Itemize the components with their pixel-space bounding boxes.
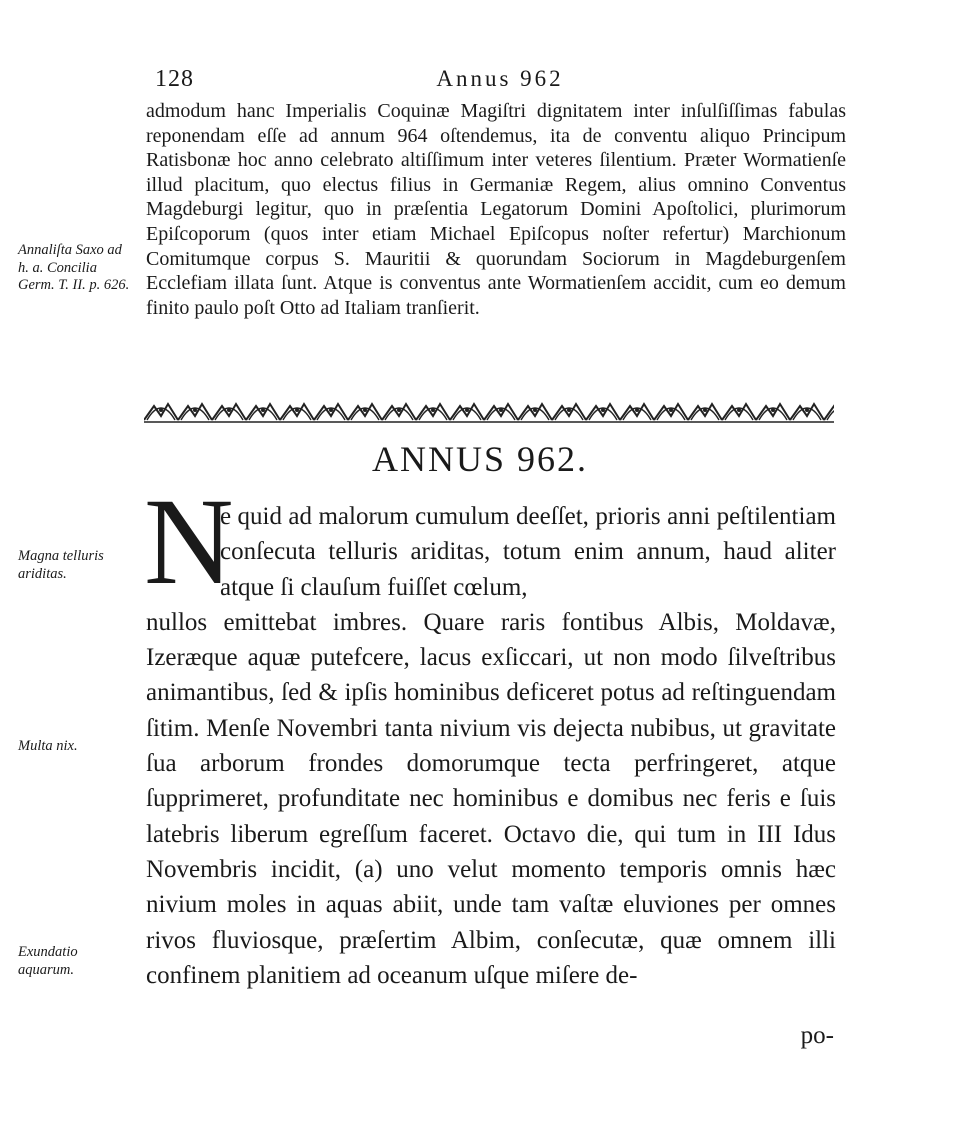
previous-year-paragraph [146,99,846,320]
catchword: po- [800,1022,834,1049]
running-head [155,66,845,96]
paragraph-text: admodum hanc Imperialis Coquinæ Magiſtri dignitatem inter inſulſiſſimas fabulas reponendam eſſe ad annum 964 oſtendemus, ita de conventu aliquo Principum Ratisbonæ hoc anno celebrato altiſſimum inter veteres ſilentium. Præter Wormatienſe illud placitum, quo electus filius in Germaniæ Regem, alius omnino Conventus Magdeburgi legitur, quo in præſentia Legatorum Domini Apoſtolici, plurimorum Epiſcoporum (quos inter etiam Michael Epiſcopus noſter refertur) Marchionum Comitumque corpus S. Mauritii & quorundam Sociorum in Magdeburgenſem Ecclefiam illata ſunt. Atque is conventus ante Wormatienſem accidit, cum eo demum finito paulo poſt Otto ad Italiam tranſierit. [146,100,846,319]
body-text: nullos emittebat imbres. Quare raris fontibus Albis, Moldavæ, Izeræque aquæ putefcere, lacus exſiccari, ut non modo ſilveſtribus animantibus, ſed & ipſis hominibus deficeret potus ad reſtinguendam ſitim. Menſe Novembri tanta nivium vis dejecta nubibus, ut gravitate ſua arborum frondes domorumque tecta perfringeret, atque ſupprimeret, profunditate nec hominibus e domibus nec feris e ſuis latebris liberum egreſſum faceret. Octavo die, qui tum in III Idus Novembris incidit, (a) uno velut momento temporis omnis hæc nivium moles in aquas abiit, unde tam vaſtæ eluviones per omnes rivos fluviosque, præſertim Albim, conſecutæ, quæ omnem illi confinem planitiem ad oceanum uſque miſere de- [146,608,836,989]
section-title: ANNUS 962. [371,439,588,479]
margin-note-magna: Magna telluris ariditas. [18,548,104,582]
margin-note-exundatio: Exundatio aquarum. [18,944,78,978]
margin-note-annalista: Annaliſta Saxo ad h. a. Concilia Germ. T. II. p. 626. [18,242,130,293]
annus-962-text [146,499,836,993]
page-number: 128 [155,66,194,92]
drop-cap: N [144,473,234,610]
running-title: Annus 962 [436,66,564,91]
dropcap-lines: e quid ad malorum cumulum deeſſet, prioris anni peſtilentiam conſecuta telluris ariditas, totum enim annum, haud aliter atque ſi clauſum fuiſſet cœlum, [220,503,836,601]
margin-note-multa: Multa nix. [18,738,78,754]
ornamental-rule [144,398,834,424]
